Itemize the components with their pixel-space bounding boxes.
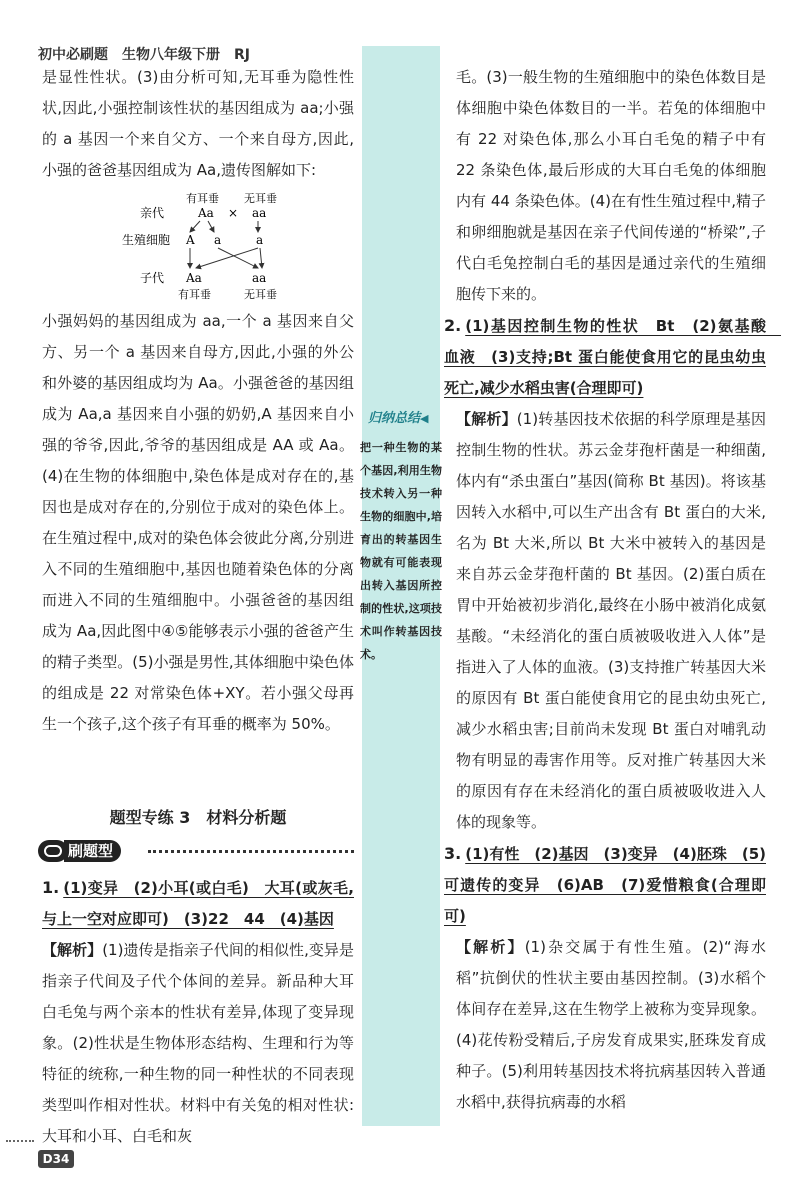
label-child: 子代: [140, 271, 165, 285]
q2-answer: (1)基因控制生物的性状 Bt (2)氨基酸 血液 (3)支持;Bt 蛋白能使食用它的昆虫幼虫死亡,减少水稻虫害(合理即可): [444, 317, 782, 397]
q1-answer: (1)变异 (2)小耳(或白毛) 大耳(或灰毛,与上一空对应即可) (3)22 44 (4)基因: [42, 879, 354, 928]
q2-number: 2.: [444, 316, 462, 335]
page-number: D34: [38, 1150, 74, 1168]
left-question-1: [42, 872, 354, 1152]
q3-explanation-text: (1)杂交属于有性生殖。(2)“海水稻”抗倒伏的性状主要由基因控制。(3)水稻个体间存在差异,这在生物学上被称为变异现象。(4)花传粉受精后,子房发育成果实,胚珠发育成种子。(5)利用转基因技术将抗病基因转入普通水稻中,获得抗病毒的水稻: [456, 938, 766, 1111]
brush-badge-label: 刷题型: [64, 840, 121, 862]
parent-right: aa: [252, 206, 267, 220]
q1-answer-block: [42, 872, 354, 935]
q1-number: 1.: [42, 878, 60, 897]
q3-number: 3.: [444, 844, 462, 863]
q2-explanation: [456, 404, 766, 838]
q3-explanation: [456, 932, 766, 1118]
label-top-left: 有耳垂: [186, 192, 219, 205]
cross-sign: ×: [228, 206, 239, 220]
gamete-a2: a: [256, 233, 264, 247]
brush-badge: [38, 839, 121, 863]
left-column: [42, 62, 354, 740]
sidebar-title-text: 归纳总结: [368, 411, 421, 426]
gamete-A: A: [186, 233, 195, 247]
gamete-a1: a: [214, 233, 222, 247]
label-gamete: 生殖细胞: [122, 233, 171, 247]
left-paragraph-1: 是显性性状。(3)由分析可知,无耳垂为隐性性状,因此,小强控制该性状的基因组成为 aa;小强的 a 基因一个来自父方、一个来自母方,因此,小强的爸爸基因组成为 Aa,遗传图解如下:: [42, 68, 354, 179]
dotted-divider: [148, 850, 354, 853]
parent-left: Aa: [198, 206, 214, 220]
q1-explanation: [42, 935, 354, 1152]
label-bottom-right: 无耳垂: [244, 288, 277, 301]
section-title: 题型专练 3 材料分析题: [109, 808, 287, 827]
q3-answer: (1)有性 (2)基因 (3)变异 (4)胚珠 (5)可遗传的变异 (6)AB (7)爱惜粮食(合理即可): [444, 845, 766, 925]
q2-explanation-text: (1)转基因技术依据的科学原理是基因控制生物的性状。苏云金芽孢杆菌是一种细菌,体内有“杀虫蛋白”基因(简称 Bt 基因)。将该基因转入水稻中,可以生产出含有 Bt 蛋白的大米,名为 Bt 大米,所以 Bt 大米中被转入的基因是来自苏云金芽孢杆菌的 Bt 基因。(2)蛋白质在胃中开始被初步消化,最终在小肠中被消化成氨基酸。“未经消化的蛋白质被吸收进入人体”是指进入了人体的血液。(3)支持推广转基因大米的原因有 Bt 蛋白能使食用它的昆虫幼虫死亡,减少水稻虫害;目前尚未发现 Bt 蛋白对哺乳动物有明显的毒害作用等。反对推广转基因大米的原因有存在未经消化的蛋白质被吸收进入人体的现象等。: [456, 410, 766, 831]
arrow-p1: [190, 221, 200, 232]
right-paragraph-1: 毛。(3)一般生物的生殖细胞中的染色体数目是体细胞中染色体数目的一半。若兔的体细胞中有 22 对染色体,那么小耳白毛兔的精子中有 22 条染色体,最后形成的大耳白毛兔的体细胞内有 44 条染色体。(4)在有性生殖过程中,精子和卵细胞就是基因在亲子代间传递的“桥梁”,子代白毛兔控制白毛的基因是通过亲代的生殖细胞传下来的。: [456, 68, 766, 303]
arrow-p2: [208, 221, 214, 232]
q2-explanation-label: 【解析】: [456, 410, 517, 428]
q3-explanation-label: 【解析】: [456, 938, 525, 956]
running-header: 初中必刷题 生物八年级下册 RJ: [38, 47, 250, 63]
q2-answer-block: [444, 310, 782, 404]
arrow-g4: [260, 248, 262, 268]
brush-icon: [38, 840, 68, 862]
inheritance-diagram: [122, 190, 340, 308]
label-top-right: 无耳垂: [244, 192, 277, 205]
child-right: aa: [252, 271, 267, 285]
arrow-g2: [218, 248, 258, 268]
sidebar-title: [368, 407, 428, 426]
left-paragraph-2: 小强妈妈的基因组成为 aa,一个 a 基因来自父方、另一个 a 基因来自母方,因此,小强的外公和外婆的基因组成均为 Aa。小强爸爸的基因组成为 Aa,a 基因来自小强的奶奶,A 基因来自小强的爷爷,因此,爷爷的基因组成是 AA 或 Aa。(4)在生物的体细胞中,染色体是成对存在的,基因也是成对存在的,分别位于成对的染色体上。在生殖过程中,成对的染色体会彼此分离,分别进入不同的生殖细胞中,基因也随着染色体的分离而进入不同的生殖细胞中。小强爸爸的基因组成为 Aa,因此图中④⑤能够表示小强的爸爸产生的精子类型。(5)小强是男性,其体细胞中染色体的组成是 22 对常染色体+XY。若小强父母再生一个孩子,这个孩子有耳垂的概率为 50%。: [42, 312, 354, 733]
sidebar-body: 把一种生物的某个基因,利用生物技术转入另一种生物的细胞中,培育出的转基因生物就有可能表现出转入基因所控制的性状,这项技术叫作转基因技术。: [360, 441, 442, 661]
q1-explanation-label: 【解析】: [42, 941, 103, 959]
label-parent: 亲代: [140, 206, 165, 220]
page-dots: [6, 1140, 34, 1142]
arrow-g3: [196, 248, 258, 268]
right-column: [444, 62, 782, 1118]
triangle-left-icon: ◀: [420, 412, 429, 425]
q3-answer-block: [444, 838, 766, 932]
label-bottom-left: 有耳垂: [178, 288, 211, 301]
child-left: Aa: [186, 271, 202, 285]
q1-explanation-text: (1)遗传是指亲子代间的相似性,变异是指亲子代间及子代个体间的差异。新品种大耳白毛兔与两个亲本的性状有差异,体现了变异现象。(2)性状是生物体形态结构、生理和行为等特征的统称,一种生物的同一种性状的不同表现类型叫作相对性状。材料中有关兔的相对性状:大耳和小耳、白毛和灰: [42, 941, 354, 1145]
